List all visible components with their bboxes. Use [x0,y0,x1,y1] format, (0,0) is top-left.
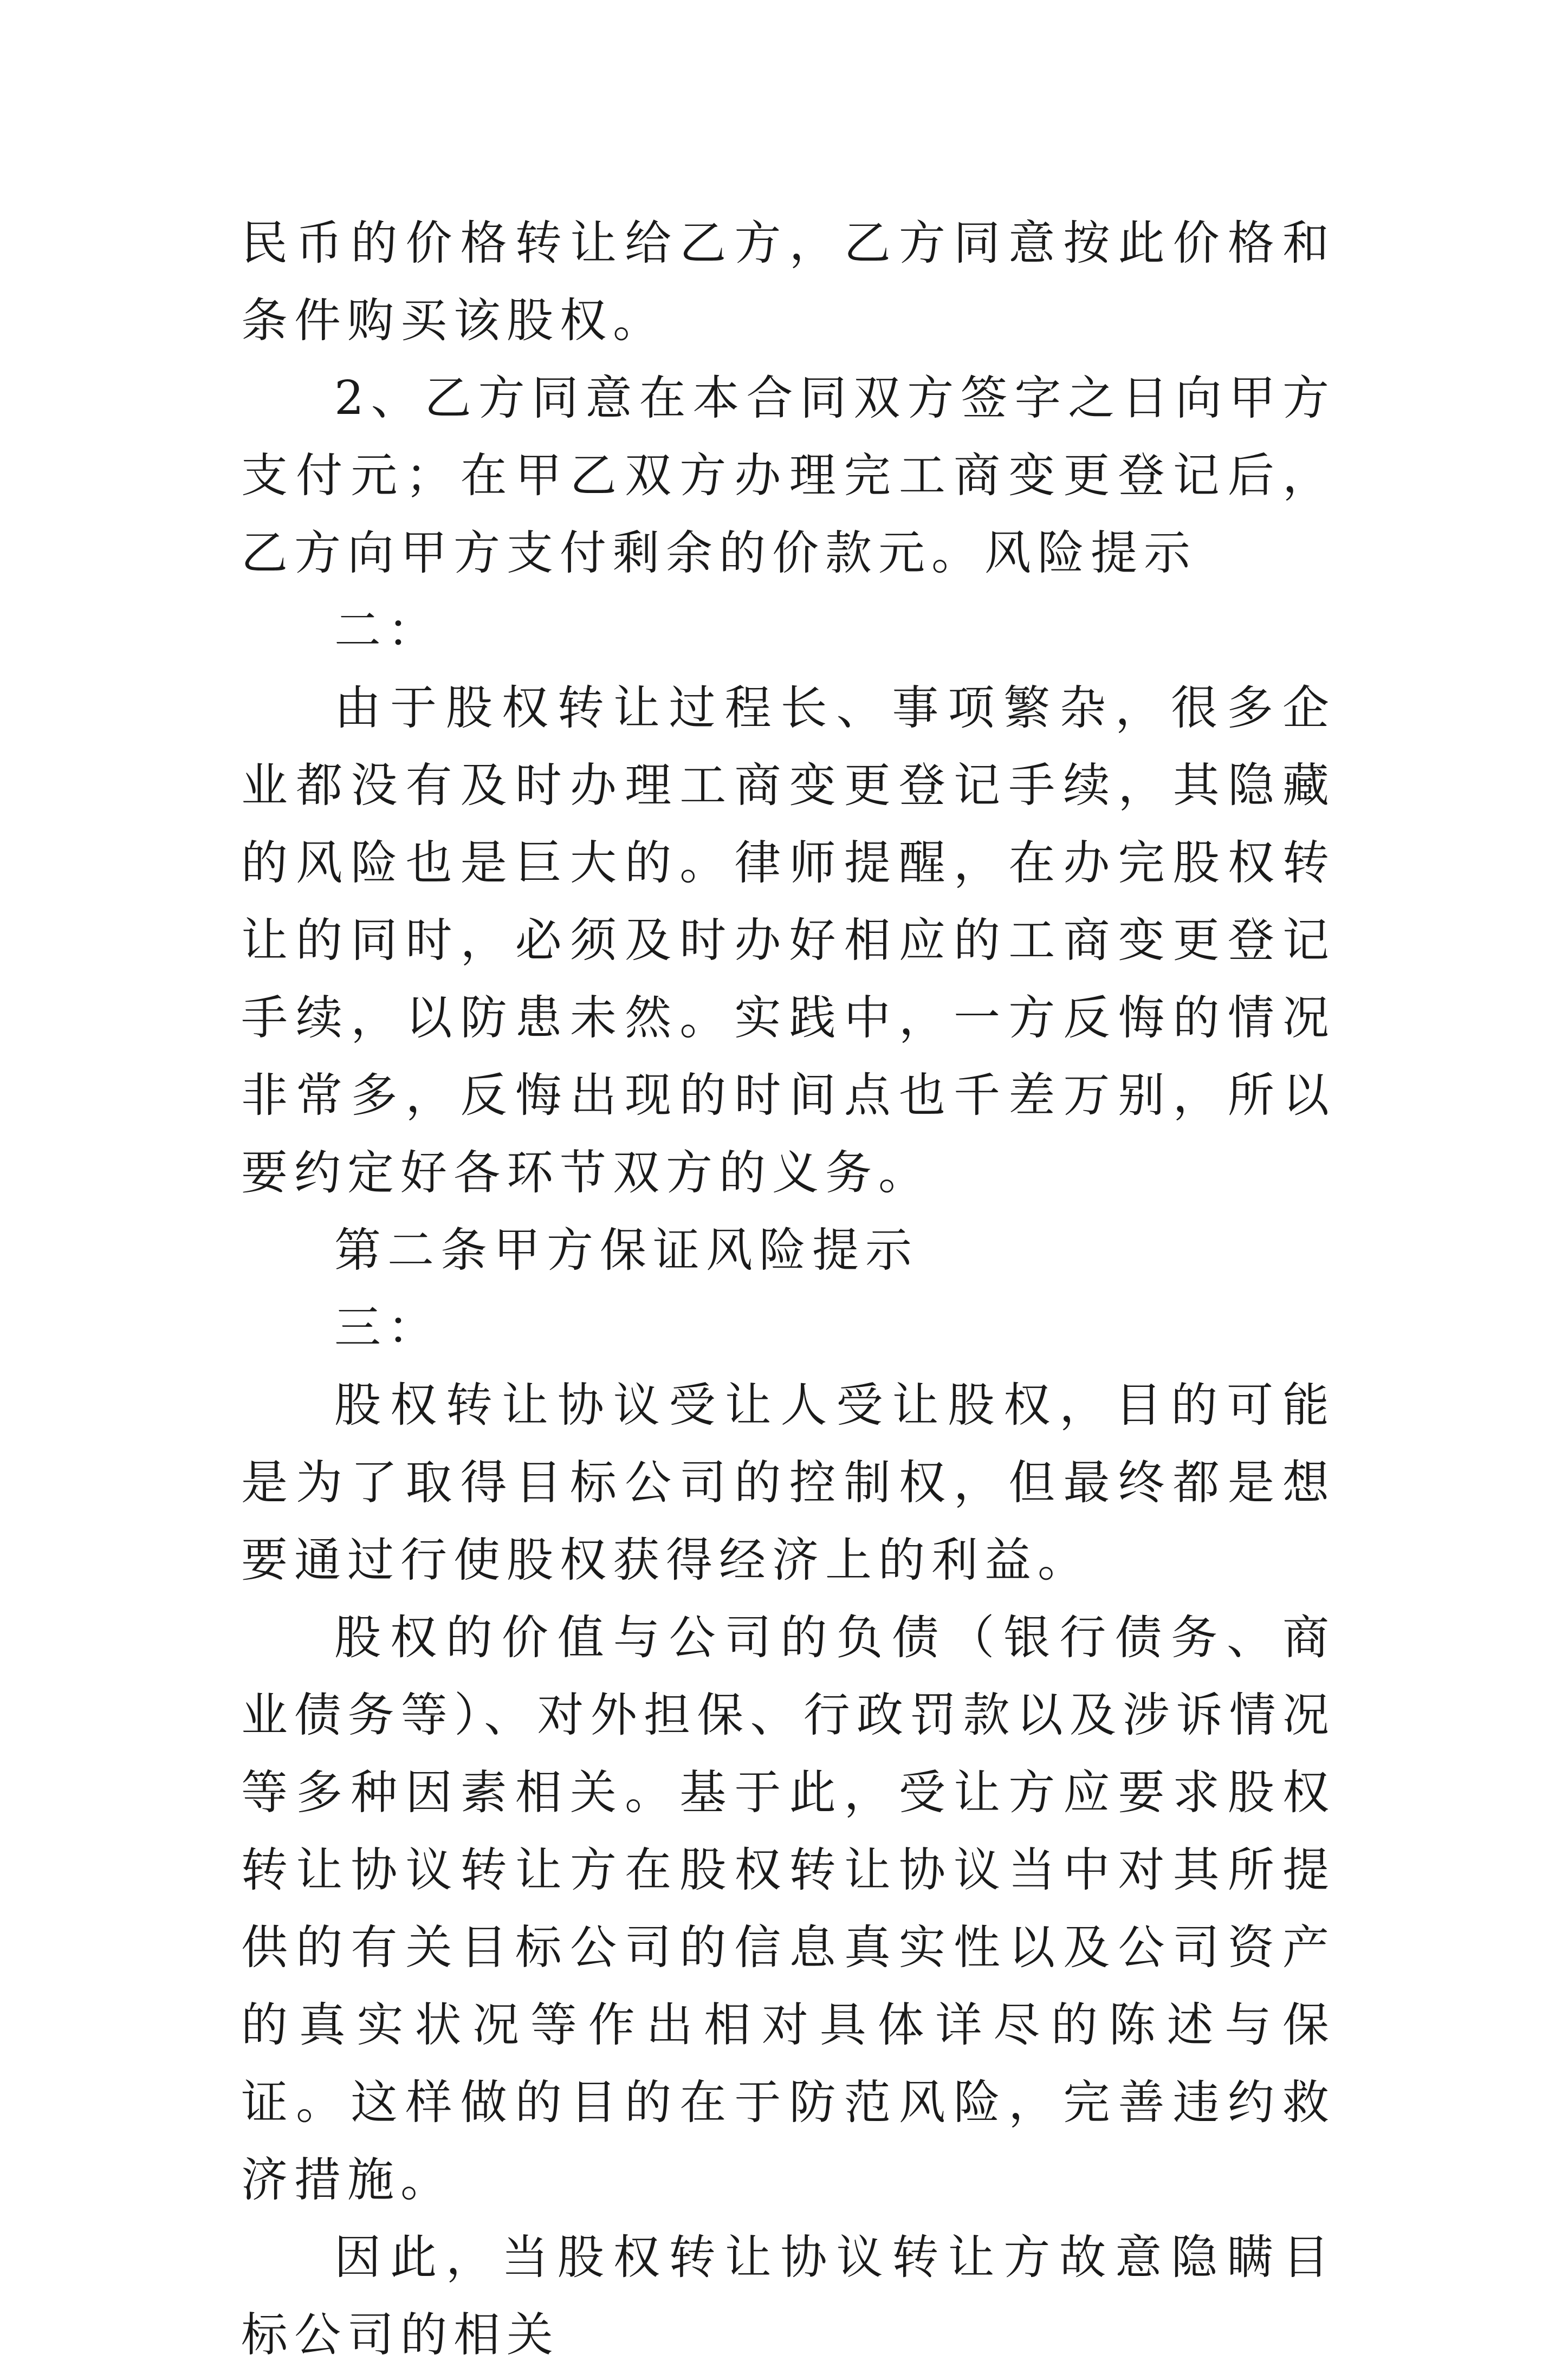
paragraph-2: 2、乙方同意在本合同双方签字之日向甲方支付元；在甲乙双方办理完工商变更登记后，乙方向甲方支付剩余的价款元。风险提示 [241,371,1336,580]
paragraph-3: 由于股权转让过程长、事项繁杂，很多企业都没有及时办理工商变更登记手续，其隐藏的风险也是巨大的。律师提醒，在办完股权转让的同时，必须及时办好相应的工商变更登记手续，以防患未然。实践中，一方反悔的情况非常多，反悔出现的时间点也千差万别，所以要约定好各环节双方的义务。 [241,681,1336,1200]
article-heading: 第二条甲方保证风险提示 [334,1223,918,1277]
paragraph-1: 民币的价格转让给乙方，乙方同意按此价格和条件购买该股权。 [241,216,1336,348]
document-body [241,205,1336,2374]
section-heading-3: 三： [334,1301,440,1355]
paragraph-6: 因此，当股权转让协议转让方故意隐瞒目标公司的相关 [241,2230,1336,2362]
section-heading-2: 二： [334,604,440,658]
paragraph-4: 股权转让协议受让人受让股权，目的可能是为了取得目标公司的控制权，但最终都是想要通过行使股权获得经济上的利益。 [241,1378,1336,1587]
paragraph-5: 股权的价值与公司的负债（银行债务、商业债务等）、对外担保、行政罚款以及涉诉情况等多种因素相关。基于此，受让方应要求股权转让协议转让方在股权转让协议当中对其所提供的有关目标公司的信息真实性以及公司资产的真实状况等作出相对具体详尽的陈述与保证。这样做的目的在于防范风险，完善违约救济措施。 [241,1611,1336,2207]
